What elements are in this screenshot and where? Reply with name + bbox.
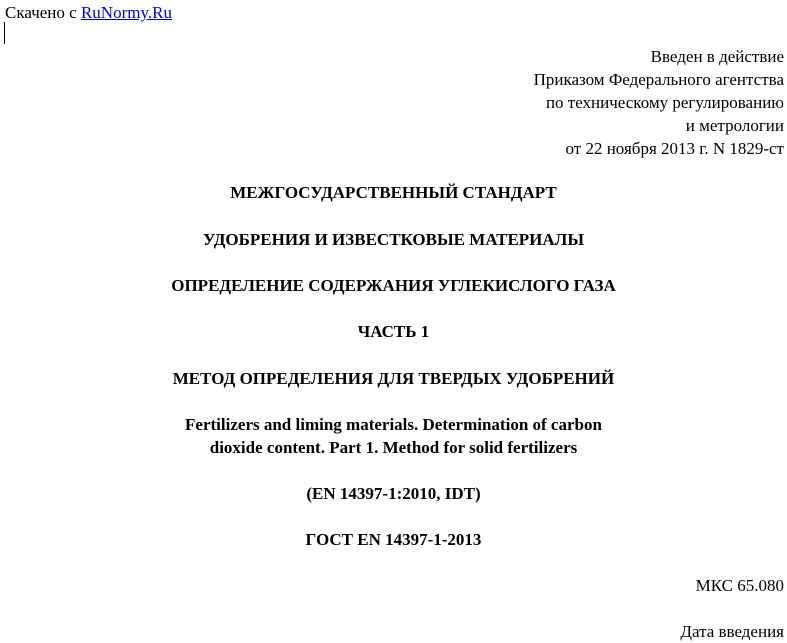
standard-type-heading: МЕЖГОСУДАРСТВЕННЫЙ СТАНДАРТ <box>230 183 557 202</box>
enactment-line: от 22 ноября 2013 г. N 1829-ст <box>565 139 784 158</box>
standard-designation: ГОСТ EN 14397-1-2013 <box>305 530 482 549</box>
enactment-line: и метрологии <box>685 116 784 135</box>
enactment-line: Приказом Федерального агентства <box>533 70 784 89</box>
document-title-main: УДОБРЕНИЯ И ИЗВЕСТКОВЫЕ МАТЕРИАЛЫ <box>202 230 585 249</box>
document-title-sub: ОПРЕДЕЛЕНИЕ СОДЕРЖАНИЯ УГЛЕКИСЛОГО ГАЗА <box>171 276 616 295</box>
source-line <box>5 1 172 24</box>
introduction-date-label: Дата введения <box>680 622 784 641</box>
equivalence-note: (EN 14397-1:2010, IDT) <box>306 484 481 503</box>
mks-code: МКС 65.080 <box>695 576 784 595</box>
part-heading: ЧАСТЬ 1 <box>357 322 430 341</box>
text-cursor <box>4 22 5 44</box>
enactment-block <box>534 45 784 160</box>
enactment-line: Введен в действие <box>650 47 784 66</box>
method-heading: МЕТОД ОПРЕДЕЛЕНИЯ ДЛЯ ТВЕРДЫХ УДОБРЕНИЙ <box>172 369 615 388</box>
english-title-line-1: Fertilizers and liming materials. Determination of carbon <box>185 415 602 434</box>
source-link[interactable]: RuNormy.Ru <box>80 3 172 22</box>
enactment-line: по техническому регулированию <box>545 93 784 112</box>
source-prefix: Скачено с <box>5 3 77 22</box>
english-title-line-2: dioxide content. Part 1. Method for solid fertilizers <box>209 438 578 457</box>
